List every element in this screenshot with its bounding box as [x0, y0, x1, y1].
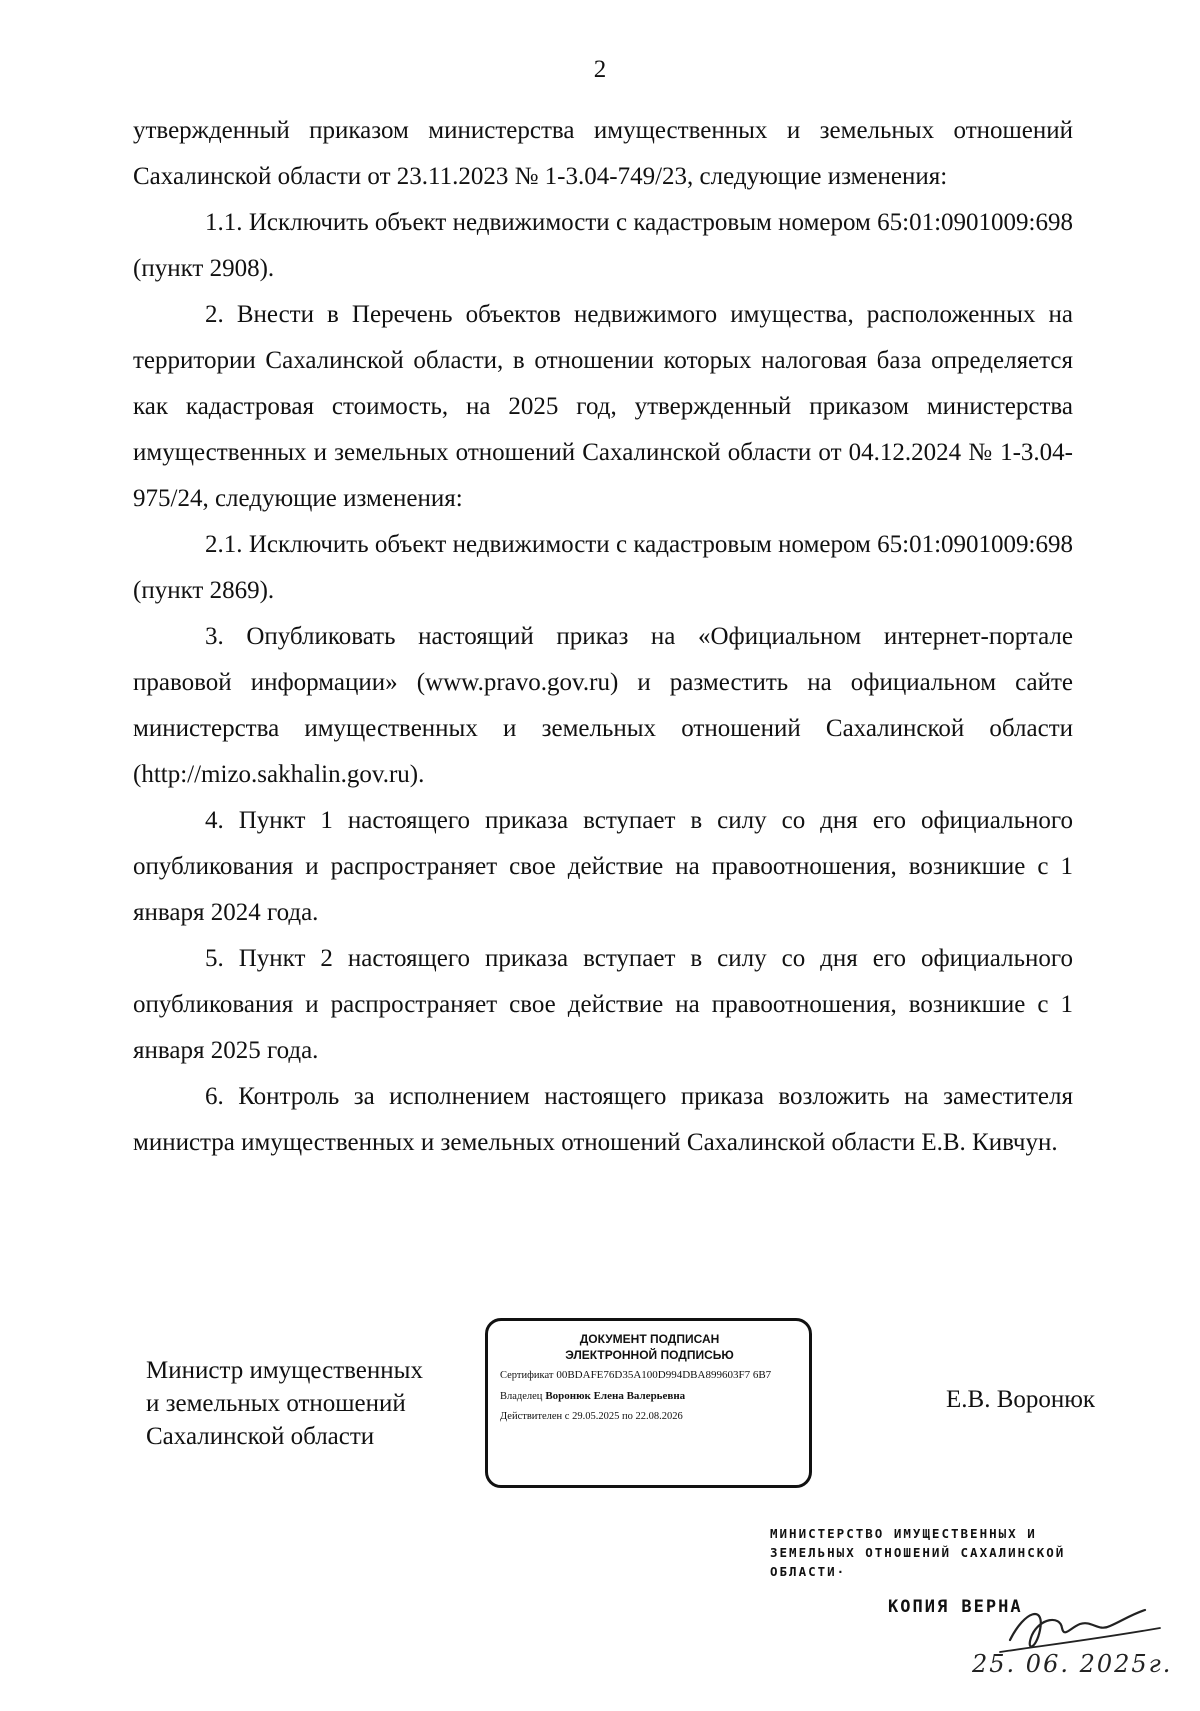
stamp-validity: Действителен с 29.05.2025 по 22.08.2026 — [500, 1411, 683, 1422]
certificate-label: Сертификат — [500, 1370, 554, 1381]
paragraph: 5. Пункт 2 настоящего приказа вступает в силу со дня его официального опубликования и распространяет свое действие на правоотношения, возникшие с 1 января 2025 года. — [133, 945, 1073, 1064]
paragraph: 1.1. Исключить объект недвижимости с кадастровым номером 65:01:0901009:698 (пункт 2908). — [133, 209, 1073, 282]
document-body — [133, 108, 1073, 1166]
copy-certification-stamp — [770, 1524, 1130, 1581]
paragraph: 2. Внести в Перечень объектов недвижимого имущества, расположенных на территории Сахалинской области, в отношении которых налоговая база определяется как кадастровая стоимость, на 2025 год, утвержденный приказом министерства имущественных и земельных отношений Сахалинской области от 04.12.2024 № 1-3.04-975/24, следующие изменения: — [133, 301, 1073, 512]
owner-label: Владелец — [500, 1391, 543, 1402]
signatory-title — [146, 1354, 466, 1453]
stamp-title — [500, 1331, 799, 1363]
copy-stamp-line: ОБЛАСТИ· — [770, 1564, 847, 1579]
signatory-line: Сахалинской области — [146, 1423, 375, 1450]
copy-date: 25. 06. 2025г. — [972, 1650, 1173, 1678]
copy-stamp-line: МИНИСТЕРСТВО ИМУЩЕСТВЕННЫХ И — [770, 1526, 1037, 1541]
paragraph: 2.1. Исключить объект недвижимости с кадастровым номером 65:01:0901009:698 (пункт 2869). — [133, 531, 1073, 604]
page-number: 2 — [593, 56, 607, 83]
paragraph: 4. Пункт 1 настоящего приказа вступает в силу со дня его официального опубликования и распространяет свое действие на правоотношения, возникшие с 1 января 2024 года. — [133, 807, 1073, 926]
paragraph: утвержденный приказом министерства имущественных и земельных отношений Сахалинской области от 23.11.2023 № 1-3.04-749/23, следующие изменения: — [133, 117, 1073, 190]
copy-stamp-line: ЗЕМЕЛЬНЫХ ОТНОШЕНИЙ САХАЛИНСКОЙ — [770, 1545, 1066, 1560]
signatory-line: и земельных отношений — [146, 1390, 406, 1417]
stamp-title-line: ЭЛЕКТРОННОЙ ПОДПИСЬЮ — [565, 1348, 734, 1362]
electronic-signature-stamp — [485, 1318, 812, 1488]
certificate-value: 00BDAFE76D35A100D994DBA899603F7 6B7 — [556, 1369, 772, 1381]
stamp-title-line: ДОКУМЕНТ ПОДПИСАН — [579, 1332, 720, 1346]
stamp-owner — [500, 1388, 799, 1405]
signer-name: Е.В. Воронюк — [946, 1386, 1096, 1413]
handwritten-signature — [970, 1580, 1173, 1705]
owner-value: Воронюк Елена Валерьевна — [545, 1390, 686, 1402]
signatory-line: Министр имущественных — [146, 1357, 423, 1384]
stamp-certificate — [500, 1367, 799, 1384]
paragraph: 3. Опубликовать настоящий приказ на «Официальном интернет-портале правовой информации» (www.pravo.gov.ru) и разместить на официальном сайте министерства имущественных и земельных отношений Сахалинской области (http://mizo.sakhalin.gov.ru). — [133, 623, 1073, 788]
paragraph: 6. Контроль за исполнением настоящего приказа возложить на заместителя министра имущественных и земельных отношений Сахалинской области Е.В. Кивчун. — [133, 1083, 1073, 1156]
copy-verified-label: КОПИЯ ВЕРНА — [888, 1597, 1023, 1617]
